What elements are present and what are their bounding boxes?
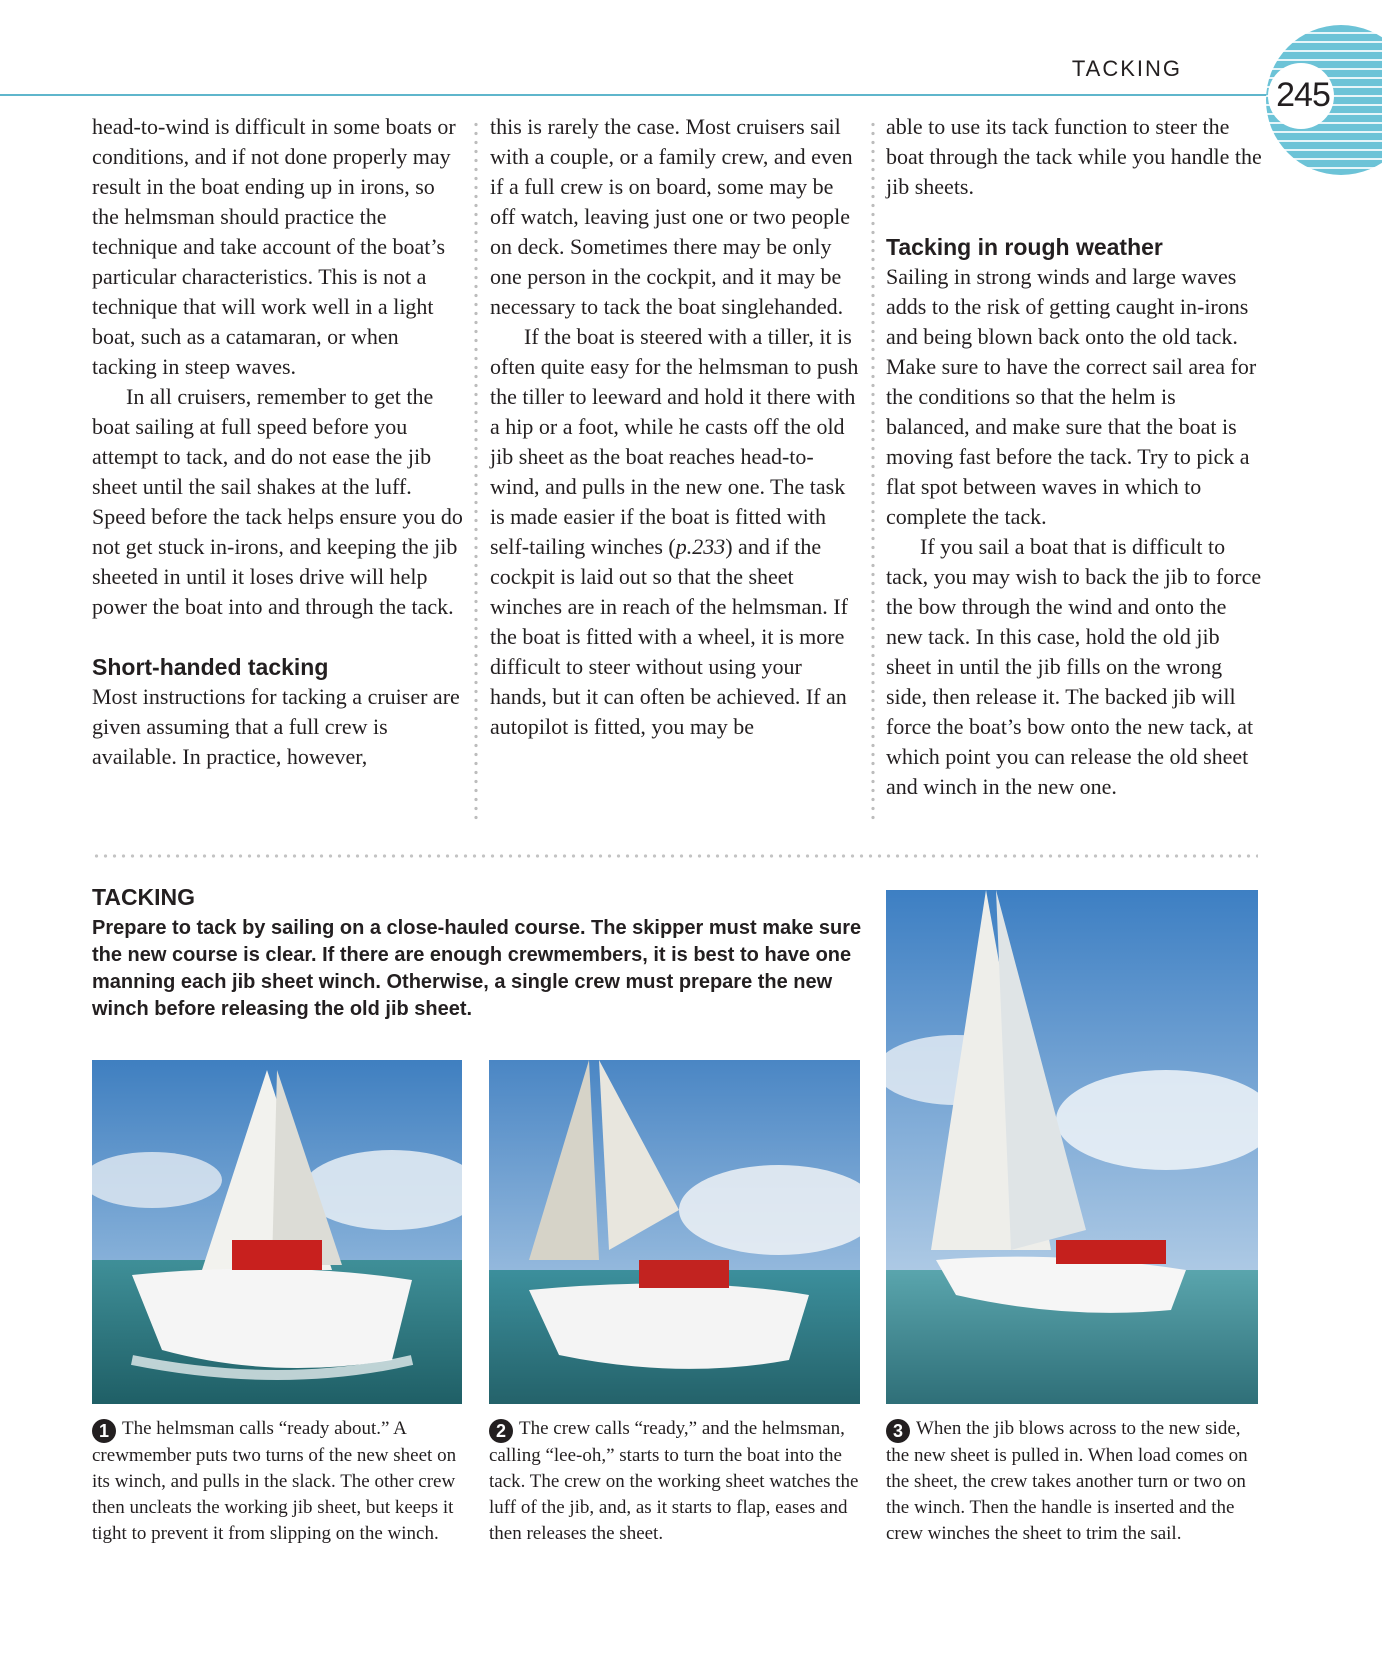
column-1 (92, 112, 464, 772)
page-number: 245 (1276, 76, 1330, 114)
body-paragraph: Sailing in strong winds and large waves adds to the risk of getting caught in-irons and being blown back onto the old tack. Make sure to have the correct sail area for the conditions so that the helm is balanced, and make sure that the boat is moving fast before the tack. Try to pick a flat spot between waves in which to complete the tack. (886, 264, 1257, 529)
page-reference: p.233 (675, 534, 726, 559)
caption-step-3: 3 When the jib blows across to the new side, the new sheet is pulled in. When load comes on the sheet, the crew takes another turn or two on the winch. Then the handle is inserted and the crew winches the sheet to trim the sail. (886, 1418, 1248, 1544)
subheading: Short-handed tacking (92, 654, 329, 680)
body-paragraph: able to use its tack function to steer the boat through the tack while you handle the jib sheets. (886, 114, 1262, 199)
feature-intro: Prepare to tack by sailing on a close-hauled course. The skipper must make sure the new course is clear. If there are enough crewmembers, it is best to have one manning each jib sheet winch. Otherwise, a single crew must prepare the new winch before releasing the old jib sheet. (92, 917, 862, 1020)
step-number-badge: 2 (489, 1419, 513, 1443)
caption-step-2: 2 The crew calls “ready,” and the helmsman, calling “lee-oh,” starts to turn the boat into the tack. The crew on the working sheet watches the luff of the jib, and, as it starts to flap, eases and then releases the sheet. (489, 1418, 859, 1544)
caption-step-1: 1 The helmsman calls “ready about.” A crewmember puts two turns of the new sheet on its winch, and pulls in the slack. The other crew then uncleats the working jib sheet, but keeps it tight to prevent it from slipping on the winch. (92, 1418, 457, 1544)
body-paragraph: head-to-wind is difficult in some boats or conditions, and if not done properly may result in the boat ending up in irons, so the helmsman should practice the technique and take account of the boat’s particular characteristics. This is not a technique that will work well in a light boat, such as a catamaran, or when tacking in steep waves. (92, 114, 456, 379)
body-paragraph: Most instructions for tacking a cruiser are given assuming that a full crew is available. In practice, however, (92, 684, 460, 769)
column-2 (490, 112, 862, 742)
photo-step-1 (92, 1060, 462, 1404)
body-paragraph: this is rarely the case. Most cruisers sail with a couple, or a family crew, and even if a full crew is on board, some may be off watch, leaving just one or two people on deck. Sometimes there may be only one person in the cockpit, and it may be necessary to tack the boat singlehanded. (490, 114, 853, 319)
step-number-badge: 1 (92, 1419, 116, 1443)
body-paragraph: In all cruisers, remember to get the boat sailing at full speed before you attempt to tack, and do not ease the jib sheet until the sail shakes at the luff. Speed before the tack helps ensure you do not get stuck in-irons, and keeping the jib sheeted in until it loses drive will help power the boat into and through the tack. (92, 384, 463, 619)
column-3 (886, 112, 1264, 802)
column-divider (474, 120, 478, 820)
running-head: TACKING (1071, 56, 1182, 81)
column-divider (871, 120, 875, 820)
section-divider (92, 854, 1258, 858)
photo-step-3 (886, 890, 1258, 1404)
subheading: Tacking in rough weather (886, 234, 1163, 260)
photo-step-2 (489, 1060, 860, 1404)
feature-title: TACKING (92, 884, 196, 910)
body-paragraph: If you sail a boat that is difficult to tack, you may wish to back the jib to force the bow through the wind and onto the new tack. In this case, hold the old jib sheet in until the jib fills on the wrong side, then release it. The backed jib will force the boat’s bow onto the new tack, at which point you can release the old sheet and winch in the new one. (886, 534, 1262, 799)
header-rule (0, 94, 1290, 96)
step-number-badge: 3 (886, 1419, 910, 1443)
body-paragraph: If the boat is steered with a tiller, it is often quite easy for the helmsman to push the tiller to leeward and hold it there with a hip or a foot, while he casts off the old jib sheet as the boat reaches head-to-wind, and pulls in the new one. The task is made easier if the boat is fitted with self-tailing winches (p.233) and if the cockpit is laid out so that the sheet winches are in reach of the helmsman. If the boat is fitted with a wheel, it is more difficult to steer without using your hands, but it can often be achieved. If an autopilot is fitted, you may be (490, 324, 859, 739)
